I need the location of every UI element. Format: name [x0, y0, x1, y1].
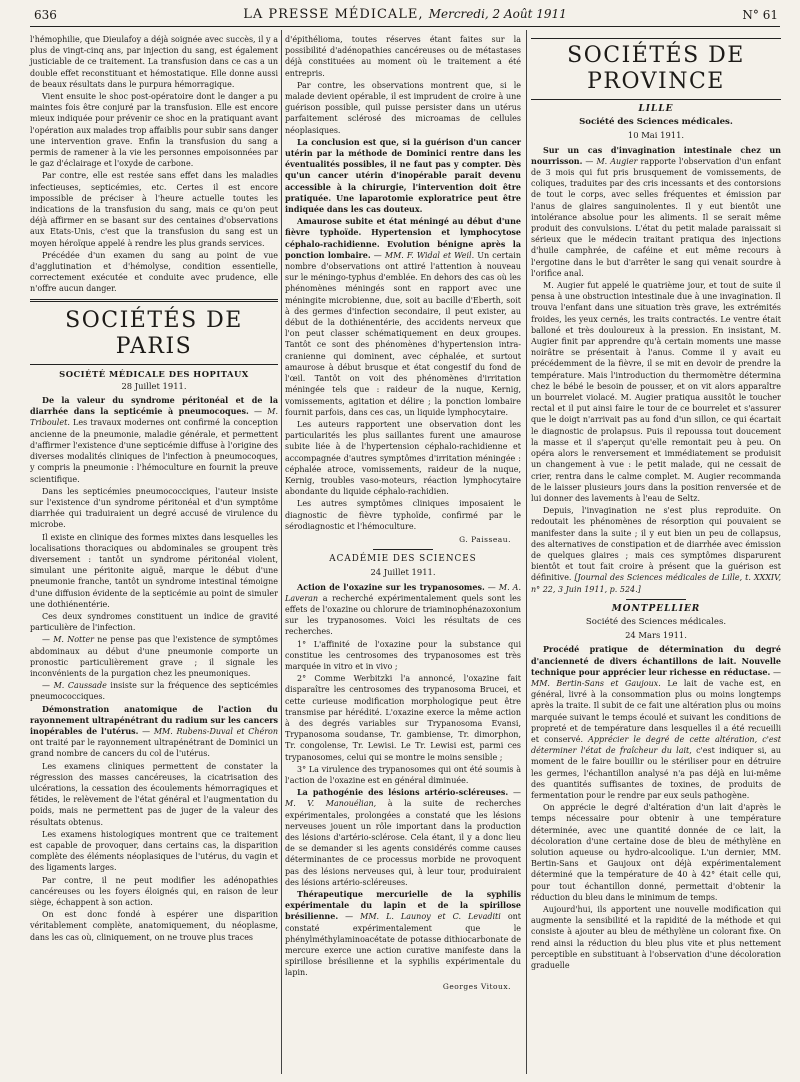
article-title: La pathogénie des lésions artério-scléreuses.	[297, 787, 509, 798]
column-divider-2	[526, 30, 527, 1074]
author: MM. F. Widal et Weil.	[384, 250, 475, 260]
column-3	[531, 34, 781, 972]
article-title: Démonstration anatomique de l'action du rayonnement ultrapénétrant du radium sur les cancers inopérables de l'utérus.	[30, 703, 278, 736]
article-lead: Procédé pratique de détermination du degré d'ancienneté de divers échantillons de lait. Nouvelle technique pour apprécier leur richesse en réductase. — MM. Bertin-Sans et Gaujoux. Le lait de vache est, en général, livré à la consommation plus ou moins longtemps après la traite. Il subit de ce fait une altération plus ou moins marquée suivant le temps écoulé et suivant les conditions de propreté et de température dans lesquelles il a été recueilli et conservé. Apprécier le degré de cette altération, c'est déterminer l'état de fraîcheur du lait, c'est indiquer si, au moment de le faire bouillir ou le stériliser pour en détruire les germes, l'échantillon analysé n'a pas déjà en lui-même des quantités suffisantes de toxines, de produits de fermentation pour le rendre par eux seuls pathogène.	[531, 644, 782, 800]
paragraph: d'épithélioma, toutes réserves étant faites sur la possibilité d'adénopathies cancéreuses ou de métastases déjà constituées au moment où le traitement a été entrepris.	[285, 35, 521, 78]
society-name: SOCIÉTÉ MÉDICALE DES HOPITAUX	[59, 368, 249, 379]
section-rule	[531, 38, 781, 39]
article-title: Action de l'oxazine sur les trypanosomes.	[297, 581, 485, 592]
column-divider-1	[281, 30, 282, 1074]
section-title-paris: SOCIÉTÉS DE PARIS	[65, 307, 243, 359]
signature: Georges Vitoux.	[442, 981, 511, 991]
article-lead: Démonstration anatomique de l'action du rayonnement ultrapénétrant du radium sur les cancers inopérables de l'utérus. — MM. Rubens-Duval et Chéron ont traité par le rayonnement ultrapénétrant de Dominici un grand nombre de cancers du col de l'utérus.	[30, 703, 279, 759]
article-title: Procédé pratique de détermination du degré d'ancienneté de divers échantillons de lait. Nouvelle technique pour apprécier leur richesse en réductase.	[531, 644, 781, 677]
article-title: Amaurose subite et état méningé au début d'une fièvre typhoïde. Hypertension et lymphocytose céphalo-rachidienne. Evolution bénigne après la ponction lombaire.	[285, 216, 521, 260]
list-item: 2° Comme Werbitzki l'a annoncé, l'oxazine fait disparaître les centrosomes des trypanosoma Brucei, et cette curieuse modification morphologique peut être transmise par hérédité. L'oxazine exerce la même action à des degrés variables sur Trypanosoma Evansi, Trypanosoma soudanse, Tr. gambiense, Tr. dimorphon, Tr. congolense, Tr. Lewisi. Le Tr. Lewisi est, parmi ces trypanosomes, celui qui se montre le moins sensible ;	[285, 674, 521, 762]
paragraph: Les examens histologiques montrent que ce traitement est capable de provoquer, dans certains cas, la disparition complète des éléments néoplasiques de l'utérus, du vagin et des ligaments larges.	[30, 829, 278, 873]
paragraph-text: Depuis, l'invagination ne s'est plus reproduite. On redoutait les phénomènes de résorption qui pouvaient se manifester dans la suite ; il y eut bien un peu de collapsus, des alternatives de constipation et de diarrhée avec émission de quelques glaires ; mais ces symptômes disparurent bientôt et tout fait croire à présent que la guérison est définitive.	[531, 506, 781, 583]
page-number: 636	[34, 8, 57, 22]
paragraph: On est donc fondé à espérer une disparition véritablement complète, anatomiquement, du néoplasme, dans les cas où, cliniquement, on ne trouve plus traces	[30, 910, 278, 942]
paragraph: Il existe en clinique des formes mixtes dans lesquelles les localisations thoraciques ou abdominales se groupent très diversement : tantôt un syndrome péritonéal violent, simulant une péritonite aiguë, marque le début d'une pneumonie franche, tantôt un syndrome intestinal témoigne d'une diffusion évidente de la septicémie au point de simuler une dothiénentérie.	[30, 532, 278, 609]
list-item: 3° La virulence des trypanosomes qui ont été soumis à l'action de l'oxazine est en général diminuée.	[285, 764, 521, 785]
paragraph: Vient ensuite le shoc post-opératoire dont le danger a pu maintes fois être conjuré par la transfusion. Elle est encore mieux indiquée pour prévenir ce shoc en la pratiquant avant l'opération aux malades trop affaiblis pour subir sans danger une intervention grave. Enfin la transfusion du sang a permis de ramener à la vie les personnes empoisonnées par le gaz d'éclairage et l'oxyde de carbone.	[30, 92, 278, 169]
section-rule	[30, 299, 278, 302]
article-lead: Sur un cas d'invagination intestinale chez un nourrisson. — M. Augier rapporte l'observation d'un enfant de 3 mois qui fut pris brusquement de vomissements, de coliques, traduites par des cris incessants et des contorsions de tout le corps, avec selles fréquentes et émission par l'anus de glaires sanguinolentes. Il y eut bientôt une intolérance absolue pour les aliments. Il se serait même produit des convulsions. L'état du petit malade paraissait si sérieux que le médecin traitant pratiqua des injections d'huile camphrée, de caféine et eut même recours à l'ergotine dans le but d'arrêter le sang qui venait sourdre à l'orifice anal.	[531, 144, 782, 278]
society-name: Société des Sciences médicales.	[585, 616, 727, 627]
journal-name: LA PRESSE MÉDICALE,	[243, 7, 424, 22]
discussion-text: insiste sur la fréquence des septicémies pneumococciques.	[30, 681, 279, 702]
author: MM. Bertin-Sans et Gaujoux.	[531, 678, 661, 688]
section-rule	[531, 99, 781, 100]
author: MM. Rubens-Duval et Chéron	[153, 726, 279, 736]
meeting-date: 24 Juillet 1911.	[370, 567, 436, 578]
section-title-province: SOCIÉTÉS DE PROVINCE	[567, 43, 745, 94]
divider	[626, 599, 686, 600]
author: M. Triboulet.	[30, 407, 279, 428]
author: M. V. Manouélian,	[285, 799, 377, 809]
article-lead: Thérapeutique mercurielle de la syphilis expérimentale du lapin et de la spirillose brésilienne. — MM. L. Launoy et C. Levaditi ont constaté expérimentalement que le phénylméthylaminoacétate de potasse dithiocarbonate de mercure exerce une action curative manifeste dans la spirillose brésilienne et la syphilis expérimentale du lapin.	[285, 889, 521, 978]
paragraph	[285, 137, 521, 215]
meeting-date: 28 Juillet 1911.	[121, 380, 187, 391]
column-2	[285, 34, 521, 996]
paragraph: Ces deux syndromes constituent un indice de gravité particulière de l'infection.	[30, 611, 278, 633]
paragraph: Précédée d'un examen du sang au point de vue d'agglutination et d'hémolyse, condition essentielle, correctement exécutée et conduite avec prudence, elle n'offre aucun danger.	[30, 250, 278, 294]
paragraph: — M. Caussade insiste sur la fréquence des septicémies pneumococciques.	[30, 681, 279, 702]
italic-text: Apprécier le degré de cette altération, c'est déterminer l'état de fraîcheur du lait,	[531, 734, 781, 756]
paragraph: — M. Notter ne pense pas que l'existence de symptômes abdominaux au début d'une pneumonie comporte un pronostic particulièrement grave ; il signale les inconvénients de la purgation chez les pneumoniques.	[30, 635, 278, 678]
meeting-date: 10 Mai 1911.	[627, 130, 685, 141]
article-lead: Action de l'oxazine sur les trypanosomes. — M. A. Laveran a recherché expérimentalement quels sont les effets de l'oxazine ou chlorure de triaminophénazoxonium sur les trypanosomes. Voici les résultats de ces recherches.	[285, 581, 521, 637]
author: M. Notter	[53, 635, 95, 645]
article-title: Thérapeutique mercurielle de la syphilis expérimentale du lapin et de la spirillose brésilienne.	[285, 889, 521, 922]
signature: G. Paisseau.	[459, 534, 511, 544]
article-lead: De la valeur du syndrome péritonéal et de la diarrhée dans la septicémie à pneumocoques. — M. Triboulet. Les travaux modernes ont confirmé la conception ancienne de la pneumonie, maladie générale, et permettent d'affirmer l'existence d'une septicémie diffuse à l'origine des diverses modalités cliniques de l'infection à pneumocoques, y compris la pneumonie : l'hémoculture en fournit la preuve scientifique.	[30, 395, 279, 484]
city-heading: LILLE	[638, 104, 674, 114]
paragraph: On apprécie le degré d'altération d'un lait d'après le temps nécessaire pour obtenir à une température déterminée, avec une quantité donnée de ce lait, la décoloration d'une certaine dose de bleu de méthylène en solution aqueuse ou hydro-alcoolique. L'un dernier, MM. Bertin-Sans et Gaujoux ont déjà expérimentalement déterminé que la température de 40 à 42° était celle qui, pour tout échantillon donné, permettait d'obtenir la réduction du bleu dans le minimum de temps.	[531, 803, 781, 902]
article-text: rapporte l'observation d'un enfant de 3 mois qui fut pris brusquement de vomissements, de coliques, traduites par des cris incessants et des contorsions de tout le corps, avec selles fréquentes et émission par l'anus de glaires sanguinolentes. Il y eut bientôt une intolérance absolue pour les aliments. Il se serait même produit des convulsions. L'état du petit malade paraissait si sérieux que le médecin traitant pratiqua des injections d'huile camphrée, de caféine et eut même recours à l'ergotine dans le but d'arrêter le sang qui venait sourdre à l'orifice anal.	[531, 156, 782, 278]
paragraph: Les auteurs rapportent une observation dont les particularités les plus saillantes furent une amaurose subite liée à de l'hypertension céphalo-rachidienne et accompagnée d'autres symptômes d'irritation méningée : céphalée atroce, vomissements, raideur de la nuque, Kernig, troubles vaso-moteurs, réaction lymphocytaire abondante du liquide céphalo-rachidien.	[285, 419, 521, 497]
discussion-text: ne pense pas que l'existence de symptômes abdominaux au début d'une pneumonie comporte un pronostic particulièrement grave ; il signale les inconvénients de la purgation chez les pneumoniques.	[30, 635, 278, 678]
author: M. A. Laveran	[285, 582, 521, 603]
article-title: De la valeur du syndrome péritonéal et de la diarrhée dans la septicémie à pneumocoques.	[30, 395, 278, 417]
article-text: ont traité par le rayonnement ultrapénétrant de Dominici un grand nombre de cancers du col de l'utérus.	[30, 738, 278, 759]
header-rule	[30, 26, 780, 27]
paragraph: Aujourd'hui, ils apportent une nouvelle modification qui augmente la sensibilité et la rapidité de la méthode et qui consiste à ajouter au bleu de méthylène un colorant fixe. On rend ainsi la réduction du bleu plus vite et plus nettement perceptible en substituant à l'observation d'une décoloration graduelle	[531, 905, 781, 971]
article-lead: Amaurose subite et état méningé au début d'une fièvre typhoïde. Hypertension et lymphocytose céphalo-rachidienne. Evolution bénigne après la ponction lombaire. — MM. F. Widal et Weil. Un certain nombre d'observations ont attiré l'attention à nouveau sur le méningo-typhus d'emblée. En dehors des cas où les phénomènes méningés sont en rapport avec une méningite microbienne, due, soit au bacille d'Eberth, soit à des germes d'infection secondaire, il peut exister, au début de la dothiénentérie, des accidents nerveux que l'on peut classer schématiquement en deux groupes. Tantôt ce sont des phénomènes d'hypertension intra-cranienne qui dominent, avec céphalée, et surtout amaurose à début brusque et état congestif du fond de l'œil. Tantôt on voit des phénomènes d'irritation méningée tels que : raideur de la nuque, Kernig, vomissements, agitation et délire ; la ponction lombaire fournit parfois, dans ces cas, un liquide lymphocytaire.	[285, 216, 522, 417]
page-header	[30, 4, 780, 26]
author: M. Augier	[596, 156, 638, 166]
author: M. Caussade	[53, 681, 107, 691]
paragraph: Par contre, il ne peut modifier les adénopathies cancéreuses ou les foyers éloignés qui, en raison de leur siège, échappent à son action.	[30, 875, 278, 908]
city-heading: MONTPELLIER	[611, 603, 701, 614]
section-rule	[30, 364, 278, 365]
paragraph: Les autres symptômes cliniques imposaient le diagnostic de fièvre typhoïde, confirmé par le sérodiagnostic et l'hémoculture.	[285, 499, 521, 531]
paragraph: Par contre, les observations montrent que, si le malade devient opérable, il est imprudent de croire à une guérison possible, quil puisse persister dans un utérus parfaitement sclérosé des microamas de cellules néoplasiques.	[285, 80, 521, 135]
conclusion-text: La conclusion est que, si la guérison d'un cancer utérin par la méthode de Dominici rentre dans les éventualités possibles, il ne faut pas y compter. Dès qu'un cancer utérin d'inopérable parait devenu accessible à la chirurgie, l'intervention doit être pratiquée. Une laparotomie exploratrice peut être indiquée dans les cas douteux.	[285, 136, 521, 215]
article-text: ont constaté expérimentalement que le phénylméthylaminoacétate de potasse dithiocarbonate de mercure exerce une action curative manifeste dans la spirillose brésilienne et la syphilis expérimentale du lapin.	[285, 912, 521, 978]
meeting-date: 24 Mars 1911.	[625, 630, 687, 641]
article-text: Le lait de vache est, en général, livré à la consommation plus ou moins longtemps après la traite. Il subit de ce fait une altération plus ou moins marquée suivant le temps écoulé et suivant les conditions de propreté et de température dans lesquelles il a été recueilli et conservé.	[531, 678, 781, 744]
running-title	[30, 7, 780, 22]
article-lead: La pathogénie des lésions artério-scléreuses. — M. V. Manouélian, à la suite de recherches expérimentales, prolongées a constaté que les lésions nerveuses jouent un rôle important dans la production des lésions d'artério-sclérose. Cela étant, il y a donc lieu de se demander si les agents considérés comme causes déterminantes de ce processus morbide ne provoquent pas des lésions nerveuses qui, à leur tour, produiraient des lésions artério-scléreuses.	[285, 787, 522, 887]
article-text: Un certain nombre d'observations ont attiré l'attention à nouveau sur le méningo-typhus d'emblée. En dehors des cas où les phénomènes méningés sont en rapport avec une méningite microbienne, due, soit au bacille d'Eberth, soit à des germes d'infection secondaire, il peut exister, au début de la dothiénentérie, des accidents nerveux que l'on peut classer schématiquement en deux groupes. Tantôt ce sont des phénomènes d'hypertension intra-cranienne qui dominent, avec céphalée, et surtout amaurose à début brusque et état congestif du fond de l'œil. Tantôt on voit des phénomènes d'irritation méningée tels que : raideur de la nuque, Kernig, vomissements, agitation et délire ; la ponction lombaire fournit parfois, dans ces cas, un liquide lymphocytaire.	[285, 250, 522, 417]
article-text: c'est indiquer si, au moment de le faire bouillir ou le stériliser pour en détruire les germes, l'échantillon analysé n'a pas déjà en lui-même des quantités suffisantes de toxines, de produits de fermentation pour le rendre par eux seuls pathogène.	[531, 746, 781, 800]
article-text: Les travaux modernes ont confirmé la conception ancienne de la pneumonie, maladie générale, et permettent d'affirmer l'existence d'une septicémie diffuse à l'origine des diverses modalités cliniques de l'infection à pneumocoques, y compris la pneumonie : l'hémoculture en fournit la preuve scientifique.	[30, 418, 278, 484]
divider	[373, 549, 433, 550]
article-text: à la suite de recherches expérimentales, prolongées a constaté que les lésions nerveuses jouent un rôle important dans la production des lésions d'artério-sclérose. Cela étant, il y a donc lieu de se demander si les agents considérés comme causes déterminantes de ce processus morbide ne provoquent pas des lésions nerveuses qui, à leur tour, produiraient des lésions artério-scléreuses.	[285, 799, 522, 887]
paragraph: Par contre, elle est restée sans effet dans les maladies infectieuses, septicémies, etc. Certes il est encore impossible de préciser à l'heure actuelle toutes les indications de la transfusion du sang, mais ce qu'on peut déjà affirmer en se basant sur des centaines d'observations aux Etats-Unis, c'est que la transfusion du sang est un moyen héroïque appelé à rendre les plus grands services.	[30, 171, 278, 248]
academy-title: ACADÉMIE DES SCIENCES	[329, 554, 477, 565]
paragraph: Les examens cliniques permettent de constater la régression des masses cancéreuses, la cicatrisation des ulcérations, la cessation des écoulements hémorragiques et fétides, le relèvement de l'état général et l'augmentation du poids, mais ne permettent pas de juger de la valeur des résultats obtenus.	[30, 761, 278, 827]
article-text: a recherché expérimentalement quels sont les effets de l'oxazine ou chlorure de triaminophénazoxonium sur les trypanosomes. Voici les résultats de ces recherches.	[285, 593, 521, 637]
issue-number: N° 61	[742, 8, 778, 22]
paragraph: l'hémophilie, que Dieulafoy a déjà soignée avec succès, il y a plus de vingt-cinq ans, par injection du sang, est également justiciable de ce traitement. La transfusion dans ce cas a un double effet reconstituant et hémostatique. Elle donne aussi de beaux résultats dans le purpura hémorragique.	[30, 35, 278, 89]
column-1	[30, 34, 278, 944]
paragraph: Dans les septicémies pneumococciques, l'auteur insiste sur l'existence d'un syndrome péritonéal et d'un symptôme diarrhée qui traduiraient un degré accusé de virulence du microbe.	[30, 486, 278, 530]
article-title: Sur un cas d'invagination intestinale chez un nourrisson.	[531, 144, 781, 166]
society-name: Société des Sciences médicales.	[579, 117, 733, 128]
paragraph	[531, 505, 781, 595]
author: MM. L. Launoy et C. Levaditi	[360, 912, 501, 922]
issue-date: Mercredi, 2 Août 1911	[428, 7, 567, 21]
reference: [Journal des Sciences médicales de Lille, t. XXXIV, n° 22, 3 Juin 1911, p. 524.]	[531, 573, 781, 594]
paragraph: M. Augier fut appelé le quatrième jour, et tout de suite il pensa à une obstruction intestinale due à une invagination. Il trouva l'enfant dans une situation très grave, les extrémités froides, les yeux cernés, les traits contractés. Le ventre était balloné et très douloureux à la pression. En insistant, M. Augier finit par apprendre qu'à certain moments une masse noirâtre se présentait à l'anus. Comme il y avait eu précédemment de la fièvre, il se mit en devoir de prendre la température. Mais l'introduction du thermomètre détermina chez le bébé le besoin de pousser, et on vit alors apparaître un bourrelet violacé. M. Augier pratiqua aussitôt le toucher rectal et il put ainsi faire le tour de ce bourrelet et s'assurer que le doigt n'arrivait pas au fond d'un sillon, ce qui écartait le diagnostic de prolapsus. Puis il repoussa tout doucement la masse et il s'aperçut qu'elle remontait peu à peu. On opéra alors le renversement et immédiatement se produisit un changement à vue : le petit malade, qui ne cessait de crier, rentra dans le calme complet. M. Augier recommanda de le laisser plusieurs jours dans la position renversée et de lui donner des lavements à l'eau de Seltz.	[531, 281, 781, 503]
list-item: 1° L'affinité de l'oxazine pour la substance qui constitue les centrosomes des trypanosomes est très marquée in vitro et in vivo ;	[285, 639, 521, 671]
